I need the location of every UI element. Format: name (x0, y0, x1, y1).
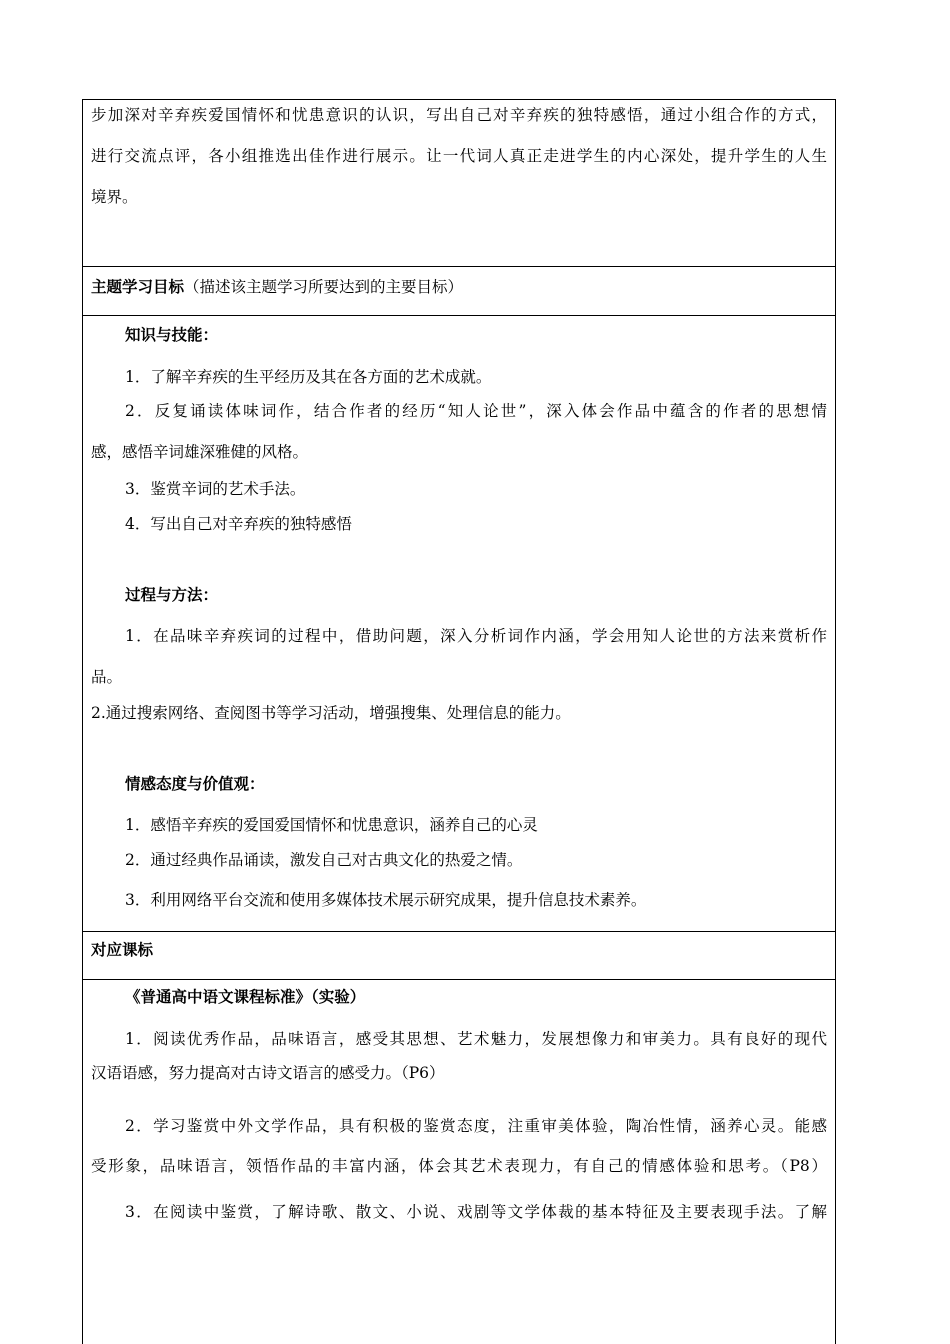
knowledge-item-2a: 2．反复诵读体味词作，结合作者的经历“知人论世”，深入体会作品中蕴含的作者的思想情 (125, 402, 827, 420)
knowledge-item-4: 4．写出自己对辛弃疾的独特感悟 (125, 515, 352, 533)
row-divider (83, 266, 835, 267)
emotion-title: 情感态度与价值观： (125, 775, 265, 793)
intro-line-2: 进行交流点评，各小组推选出佳作进行展示。让一代词人真正走进学生的内心深处，提升学生的人生 (91, 147, 827, 165)
intro-line-3: 境界。 (91, 188, 138, 206)
goals-header-note: （描述该主题学习所要达到的主要目标） (184, 278, 464, 296)
process-title: 过程与方法： (125, 586, 219, 604)
goals-header (91, 276, 827, 298)
row-divider (83, 979, 835, 980)
knowledge-title: 知识与技能： (125, 326, 219, 344)
row-divider (83, 315, 835, 316)
knowledge-item-2b: 感，感悟辛词雄深雅健的风格。 (91, 443, 309, 461)
standards-item-1a: 1．阅读优秀作品，品味语言，感受其思想、艺术魅力，发展想像力和审美力。具有良好的现代 (125, 1030, 827, 1048)
goals-header-title: 主题学习目标 (91, 278, 185, 296)
standards-item-2b: 受形象，品味语言，领悟作品的丰富内涵，体会其艺术表现力，有自己的情感体验和思考。（P8） (91, 1157, 827, 1175)
standards-title: 《普通高中语文课程标准》（实验） (125, 988, 366, 1006)
standards-item-2a: 2．学习鉴赏中外文学作品，具有积极的鉴赏态度，注重审美体验，陶冶性情，涵养心灵。能感 (125, 1117, 827, 1135)
emotion-item-1: 1．感悟辛弃疾的爱国爱国情怀和忧患意识，涵养自己的心灵 (125, 816, 538, 834)
intro-line-1: 步加深对辛弃疾爱国情怀和忧患意识的认识，写出自己对辛弃疾的独特感悟，通过小组合作的方式， (91, 106, 827, 124)
emotion-item-3: 3．利用网络平台交流和使用多媒体技术展示研究成果，提升信息技术素养。 (125, 891, 647, 909)
knowledge-item-1: 1．了解辛弃疾的生平经历及其在各方面的艺术成就。 (125, 368, 492, 386)
process-item-2: 2.通过搜索网络、查阅图书等学习活动，增强搜集、处理信息的能力。 (91, 704, 571, 722)
process-item-1b: 品。 (91, 668, 123, 686)
row-divider (83, 931, 835, 932)
standards-item-3a: 3．在阅读中鉴赏，了解诗歌、散文、小说、戏剧等文学体裁的基本特征及主要表现手法。了解 (125, 1203, 827, 1221)
standards-header: 对应课标 (91, 941, 154, 959)
process-item-1a: 1．在品味辛弃疾词的过程中，借助问题，深入分析词作内涵，学会用知人论世的方法来赏析作 (125, 627, 827, 645)
standards-item-1b: 汉语语感，努力提高对古诗文语言的感受力。（P6） (91, 1064, 445, 1082)
document-table (82, 99, 836, 1344)
knowledge-item-3: 3．鉴赏辛词的艺术手法。 (125, 480, 306, 498)
emotion-item-2: 2．通过经典作品诵读，激发自己对古典文化的热爱之情。 (125, 851, 523, 869)
